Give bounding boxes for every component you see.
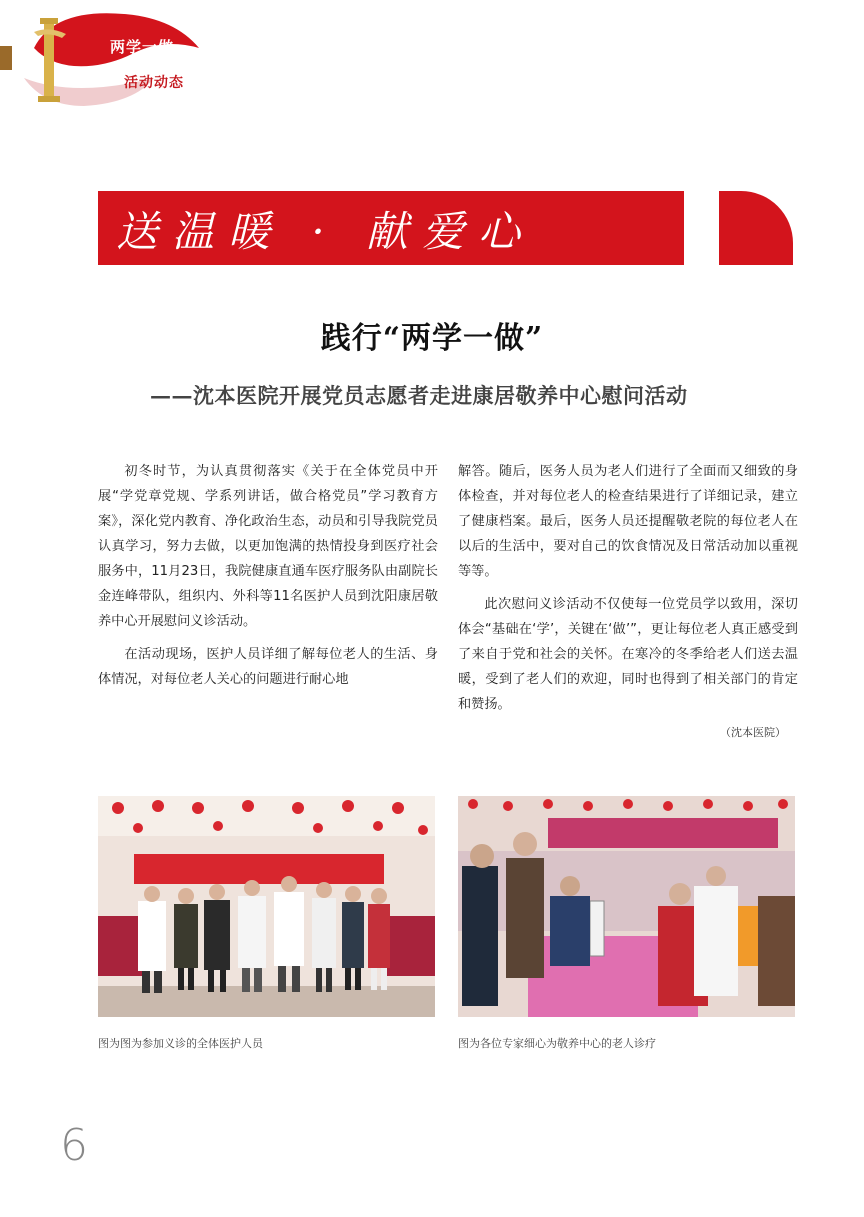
article-column-right <box>458 459 798 717</box>
article-paragraph: 此次慰问义诊活动不仅使每一位党员学以致用，深切体会“基础在‘学’，关键在‘做’”，更让每位老人真正感受到了来自于党和社会的关怀。在寒冷的冬季给老人们送去温暖，受到了老人们的欢迎，同时也得到了相关部门的肯定和赞扬。 <box>458 597 798 712</box>
clinic-photo <box>458 796 795 1017</box>
logo-title-text: 两学一做 <box>110 38 175 56</box>
banner-tab-decoration <box>719 191 793 265</box>
section-banner <box>98 191 684 265</box>
header-accent-bar <box>0 46 12 70</box>
group-photo-image <box>98 796 435 1017</box>
article-paragraph: 解答。随后，医务人员为老人们进行了全面而又细致的身体检查，并对每位老人的检查结果进行了详细记录，建立了健康档案。最后，医务人员还提醒敬老院的每位老人在以后的生活中，要对自己的饮食情况及日常活动加以重视等等。 <box>458 464 798 579</box>
section-logo <box>14 8 214 108</box>
banner-text: 送温暖 · 献爱心 <box>116 207 535 256</box>
logo-section-text: 活动动态 <box>124 75 184 91</box>
article-title: 践行“两学一做” <box>320 321 544 356</box>
article-column-left <box>98 459 438 692</box>
page-number: 6 <box>60 1120 88 1171</box>
article-subtitle: ——沈本医院开展党员志愿者走进康居敬养中心慰问活动 <box>150 383 688 408</box>
clinic-photo-image <box>458 796 795 1017</box>
photo-caption-left: 图为图为参加义诊的全体医护人员 <box>98 1037 263 1050</box>
logo-emblem-icon <box>14 8 214 108</box>
article-paragraph: 初冬时节，为认真贯彻落实《关于在全体党员中开展“学党章党规、学系列讲话，做合格党员”学习教育方案》，深化党内教育、净化政治生态，动员和引导我院党员认真学习，努力去做，以更加饱满的热情投身到医疗社会服务中，11月23日，我院健康直通车医疗服务队由副院长金连峰带队，组织内、外科等11名医护人员到沈阳康居敬养中心开展慰问义诊活动。 <box>98 464 438 629</box>
article-signature: （沈本医院） <box>720 726 786 739</box>
article-paragraph: 在活动现场，医护人员详细了解每位老人的生活、身体情况，对每位老人关心的问题进行耐心地 <box>98 647 438 687</box>
photo-caption-right: 图为各位专家细心为敬养中心的老人诊疗 <box>458 1037 656 1050</box>
group-photo <box>98 796 435 1017</box>
